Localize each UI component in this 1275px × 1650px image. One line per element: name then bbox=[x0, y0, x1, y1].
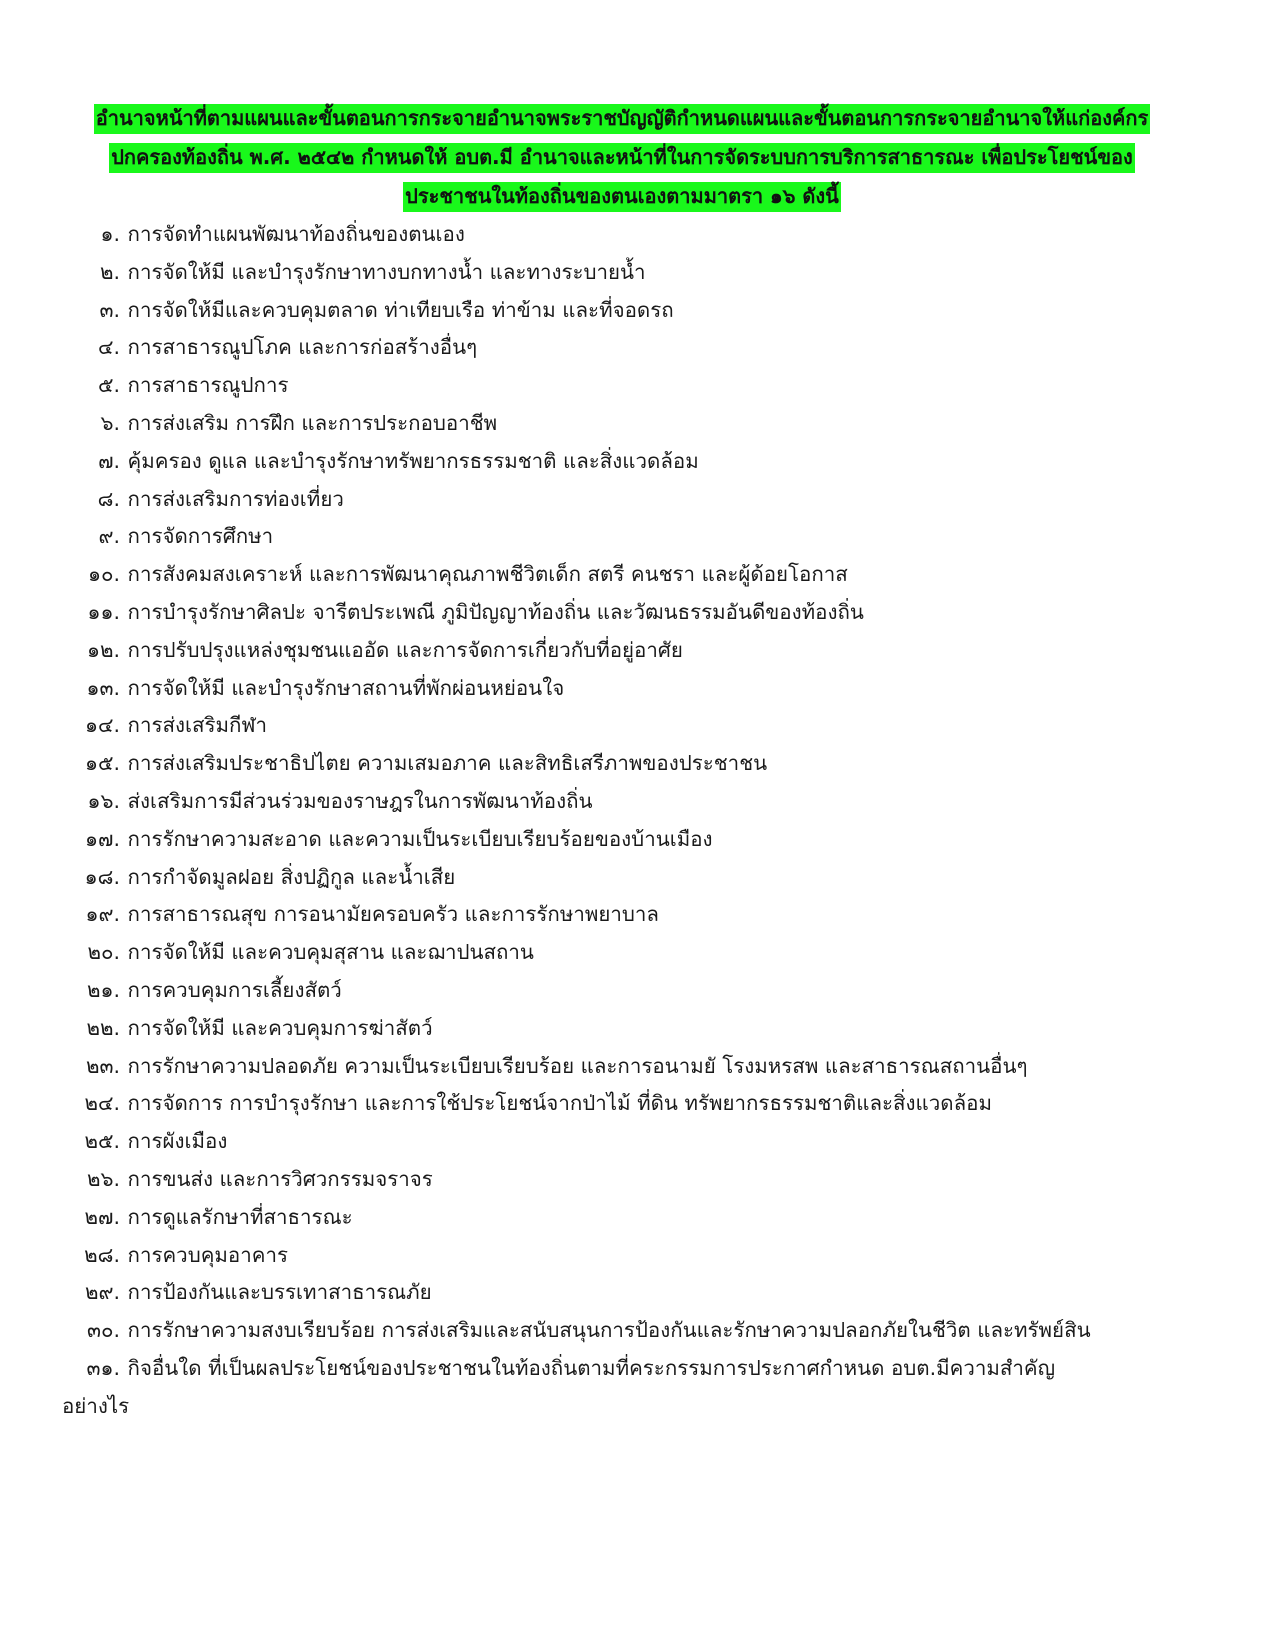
list-item bbox=[62, 859, 1112, 897]
list-item bbox=[62, 632, 1112, 670]
item-number: ๑๕. bbox=[84, 751, 120, 776]
list-item bbox=[62, 1123, 1112, 1161]
item-number: ๓๑. bbox=[86, 1355, 120, 1380]
item-number: ๒. bbox=[99, 259, 120, 284]
list-item bbox=[62, 329, 1112, 367]
document-heading bbox=[70, 99, 1174, 216]
item-text: การส่งเสริมประชาธิปไตย ความเสมอภาค และสิทธิเสรีภาพของประชาชน bbox=[127, 751, 768, 776]
list-item bbox=[62, 972, 1112, 1010]
list-item bbox=[62, 670, 1112, 708]
item-text: การสาธารณูปการ bbox=[127, 373, 289, 398]
item-number: ๒๔. bbox=[84, 1091, 120, 1116]
list-item bbox=[62, 405, 1112, 443]
item-text: คุ้มครอง ดูแล และบำรุงรักษาทรัพยากรธรรมชาติ และสิ่งแวดล้อม bbox=[127, 448, 699, 473]
list-item bbox=[62, 556, 1112, 594]
item-text: การสังคมสงเคราะห์ และการพัฒนาคุณภาพชีวิตเด็ก สตรี คนชรา และผู้ด้อยโอกาส bbox=[127, 562, 848, 587]
item-number: ๑๐. bbox=[87, 562, 120, 587]
list-item bbox=[62, 707, 1112, 745]
item-number: ๑๙. bbox=[85, 902, 120, 927]
item-text: การสาธารณสุข การอนามัยครอบครัว และการรักษาพยาบาล bbox=[127, 902, 659, 927]
item-text: การจัดให้มี และบำรุงรักษาสถานที่พักผ่อนหย่อนใจ bbox=[127, 675, 565, 700]
list-item bbox=[62, 518, 1112, 556]
list-item bbox=[62, 1237, 1112, 1275]
item-number: ๕. bbox=[97, 373, 120, 398]
item-text: การรักษาความปลอดภัย ความเป็นระเบียบเรียบร้อย และการอนามยั โรงมหรสพ และสาธารณสถานอื่นๆ bbox=[127, 1053, 1028, 1078]
item-number: ๓. bbox=[99, 297, 120, 322]
heading-line-3: ประชาชนในท้องถิ่นของตนเองตามมาตรา ๑๖ ดังนี้ bbox=[403, 182, 841, 212]
item-number: ๒๖. bbox=[86, 1166, 120, 1191]
item-number: ๗. bbox=[98, 448, 120, 473]
item-text: การปรับปรุงแหล่งชุมชนแออัด และการจัดการเกี่ยวกับที่อยู่อาศัย bbox=[127, 637, 683, 662]
item-text: การจัดการศึกษา bbox=[127, 524, 274, 549]
item-number: ๔. bbox=[97, 335, 120, 360]
list-item bbox=[62, 254, 1112, 292]
item-number: ๒๓. bbox=[85, 1053, 120, 1078]
list-item bbox=[62, 443, 1112, 481]
item-number: ๑. bbox=[100, 222, 120, 246]
item-text: การจัดการ การบำรุงรักษา และการใช้ประโยชน์จากป่าไม้ ที่ดิน ทรัพยากรธรรมชาติและสิ่งแวดล้อม bbox=[127, 1091, 992, 1116]
list-item bbox=[62, 1312, 1112, 1350]
item-text: การรักษาความสะอาด และความเป็นระเบียบเรียบร้อยของบ้านเมือง bbox=[127, 826, 713, 851]
item-text: การรักษาความสงบเรียบร้อย การส่งเสริมและสนับสนุนการป้องกันและรักษาความปลอกภัยในชีวิต และทรัพย์สิน bbox=[127, 1318, 1091, 1343]
item-text: การบำรุงรักษาศิลปะ จารีตประเพณี ภูมิปัญญาท้องถิ่น และวัฒนธรรมอันดีของท้องถิ่น bbox=[127, 599, 864, 624]
list-item bbox=[62, 1085, 1112, 1123]
item-text: การจัดทำแผนพัฒนาท้องถิ่นของตนเอง bbox=[127, 222, 465, 246]
list-item bbox=[62, 1010, 1112, 1048]
item-text: การขนส่ง และการวิศวกรรมจราจร bbox=[127, 1166, 433, 1191]
item-text: การสาธารณูปโภค และการก่อสร้างอื่นๆ bbox=[127, 335, 478, 360]
item-text: การควบคุมอาคาร bbox=[127, 1242, 288, 1267]
item-number: ๒๘. bbox=[84, 1242, 120, 1267]
item-number: ๑๗. bbox=[85, 826, 120, 851]
item-text: การควบคุมการเลี้ยงสัตว์ bbox=[127, 977, 342, 1002]
list-item bbox=[62, 292, 1112, 330]
list-item bbox=[62, 367, 1112, 405]
item-text: การจัดให้มี และควบคุมการฆ่าสัตว์ bbox=[127, 1015, 433, 1040]
list-item bbox=[62, 1048, 1112, 1086]
item-text: การดูแลรักษาที่สาธารณะ bbox=[127, 1204, 353, 1229]
list-item bbox=[62, 783, 1112, 821]
item-text: กิจอื่นใด ที่เป็นผลประโยชน์ของประชาชนในท้องถิ่นตามที่คระกรรมการประกาศกำหนด อบต.มีความสำคัญอย่างไร bbox=[62, 1355, 1056, 1418]
item-number: ๒๙. bbox=[84, 1280, 120, 1305]
item-number: ๒๒. bbox=[86, 1015, 120, 1040]
heading-line-1: อำนาจหน้าที่ตามแผนและขั้นตอนการกระจายอำนาจพระราชบัญญัติกำหนดแผนและขั้นตอนการกระจายอำนาจให้แก่องค์กร bbox=[94, 104, 1150, 134]
item-number: ๑๖. bbox=[87, 788, 120, 813]
item-text: การจัดให้มีและควบคุมตลาด ท่าเทียบเรือ ท่าข้าม และที่จอดรถ bbox=[127, 297, 674, 322]
item-number: ๒๑. bbox=[86, 977, 120, 1002]
list-item bbox=[62, 216, 1112, 254]
item-text: การส่งเสริม การฝึก และการประกอบอาชีพ bbox=[127, 410, 498, 435]
item-text: การป้องกันและบรรเทาสาธารณภัย bbox=[127, 1280, 432, 1305]
item-number: ๘. bbox=[97, 486, 120, 511]
list-item bbox=[62, 481, 1112, 519]
list-item bbox=[62, 821, 1112, 859]
item-number: ๓๐. bbox=[86, 1318, 120, 1343]
item-number: ๑๘. bbox=[84, 864, 120, 889]
item-text: การจัดให้มี และควบคุมสุสาน และฌาปนสถาน bbox=[127, 940, 534, 965]
list-item bbox=[62, 1199, 1112, 1237]
item-number: ๒๗. bbox=[84, 1204, 120, 1229]
item-number: ๑๒. bbox=[86, 637, 120, 662]
item-number: ๑๑. bbox=[87, 599, 120, 624]
heading-line-2: ปกครองท้องถิ่น พ.ศ. ๒๕๔๒ กำหนดให้ อบต.มี อำนาจและหน้าที่ในการจัดระบบการบริการสาธารณะ เพื่อประโยชน์ของ bbox=[109, 143, 1135, 173]
list-item bbox=[62, 1274, 1112, 1312]
item-text: การส่งเสริมกีฬา bbox=[127, 713, 267, 738]
item-text: การส่งเสริมการท่องเที่ยว bbox=[127, 486, 344, 511]
duties-list bbox=[62, 216, 1112, 1426]
list-item bbox=[62, 1350, 1112, 1426]
item-number: ๖. bbox=[100, 410, 120, 435]
list-item bbox=[62, 745, 1112, 783]
item-number: ๑๓. bbox=[86, 675, 120, 700]
item-number: ๙. bbox=[98, 524, 120, 549]
item-text: การกำจัดมูลฝอย สิ่งปฏิกูล และน้ำเสีย bbox=[127, 864, 456, 889]
list-item bbox=[62, 1161, 1112, 1199]
list-item bbox=[62, 934, 1112, 972]
item-text: ส่งเสริมการมีส่วนร่วมของราษฎรในการพัฒนาท้องถิ่น bbox=[127, 788, 593, 813]
item-number: ๒๐. bbox=[87, 940, 120, 965]
item-text: การจัดให้มี และบำรุงรักษาทางบกทางน้ำ และทางระบายน้ำ bbox=[127, 259, 646, 284]
list-item bbox=[62, 594, 1112, 632]
list-item bbox=[62, 896, 1112, 934]
item-text: การผังเมือง bbox=[127, 1129, 228, 1154]
item-number: ๒๕. bbox=[84, 1129, 120, 1154]
item-number: ๑๔. bbox=[84, 713, 120, 738]
